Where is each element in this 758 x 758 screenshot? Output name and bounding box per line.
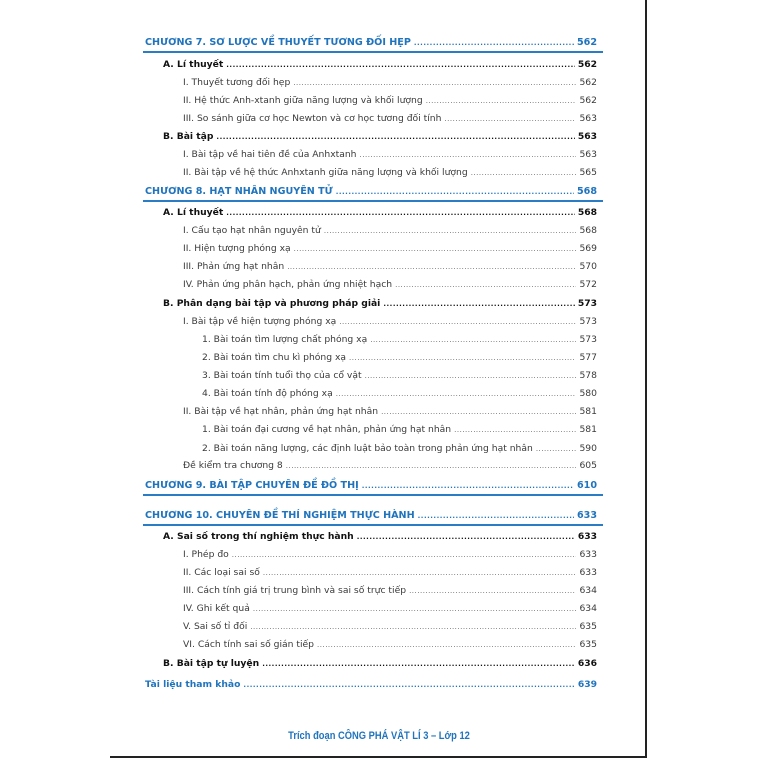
toc-entry-page: 633	[579, 549, 597, 560]
toc-leader-dots	[336, 390, 577, 398]
toc-leader-dots	[253, 605, 577, 613]
toc-entry-label: CHƯƠNG 9. BÀI TẬP CHUYÊN ĐỀ ĐỒ THỊ	[145, 480, 359, 491]
toc-entry-page: 573	[577, 298, 597, 309]
toc-leader-dots	[395, 281, 576, 289]
toc-leader-dots	[536, 445, 577, 453]
toc-entry[interactable]	[183, 77, 597, 91]
toc-leader-dots	[226, 209, 575, 217]
toc-leader-dots	[262, 660, 575, 668]
toc-leader-dots	[444, 115, 576, 123]
toc-entry[interactable]	[183, 406, 597, 420]
toc-entry-page: 633	[579, 567, 597, 578]
toc-entry-page: 577	[579, 352, 597, 363]
toc-entry-label: B. Phân dạng bài tập và phương pháp giải	[163, 298, 381, 309]
toc-entry-label: I. Bài tập về hiện tượng phóng xạ	[183, 316, 337, 327]
page-footer: Trích đoạn CÔNG PHÁ VẬT LÍ 3 – Lớp 12	[288, 730, 470, 742]
toc-leader-dots	[339, 318, 576, 326]
toc-entry-label: A. Lí thuyết	[163, 59, 224, 70]
toc-entry[interactable]	[202, 352, 597, 366]
toc-leader-dots	[286, 462, 577, 470]
toc-entry-label: III. Cách tính giá trị trung bình và sai số trực tiếp	[183, 585, 407, 596]
toc-entry-label: 2. Bài toán tìm chu kì phóng xạ	[202, 352, 347, 363]
toc-entry[interactable]	[202, 334, 597, 348]
toc-entry[interactable]	[163, 298, 597, 312]
toc-entry-page: 580	[579, 388, 597, 399]
toc-entry[interactable]	[183, 95, 597, 109]
toc-entry-page: 610	[576, 480, 597, 491]
toc-entry-label: A. Sai số trong thí nghiệm thực hành	[163, 531, 354, 542]
toc-entry-label: II. Hệ thức Anh-xtanh giữa năng lượng và khối lượng	[183, 95, 423, 106]
toc-entry-page: 562	[577, 59, 597, 70]
toc-chapter-entry[interactable]	[145, 480, 597, 494]
toc-leader-dots	[360, 151, 577, 159]
toc-leader-dots	[414, 39, 574, 47]
toc-entry-label: A. Lí thuyết	[163, 207, 224, 218]
toc-entry-page: 563	[579, 113, 597, 124]
toc-leader-dots	[317, 641, 576, 649]
toc-chapter-entry[interactable]	[145, 510, 597, 524]
toc-leader-dots	[263, 569, 577, 577]
toc-entry[interactable]	[183, 279, 597, 293]
toc-entry-page: 635	[579, 639, 597, 650]
toc-entry-label: I. Bài tập về hai tiên đề của Anhxtanh	[183, 149, 357, 160]
toc-leader-dots	[383, 300, 574, 308]
toc-entry-page: 605	[579, 460, 597, 471]
toc-entry-page: 563	[577, 131, 597, 142]
toc-entry-label: 2. Bài toán năng lượng, các định luật bảo toàn trong phản ứng hạt nhân	[202, 443, 533, 454]
toc-entry[interactable]	[183, 316, 597, 330]
toc-entry-page: 568	[576, 186, 597, 197]
toc-entry[interactable]	[183, 167, 597, 181]
toc-entry[interactable]	[183, 149, 597, 163]
toc-leader-dots	[336, 188, 574, 196]
toc-leader-dots	[409, 587, 576, 595]
toc-entry-page: 634	[579, 603, 597, 614]
toc-entry-label: 4. Bài toán tính độ phóng xạ	[202, 388, 333, 399]
toc-entry-label: CHƯƠNG 8. HẠT NHÂN NGUYÊN TỬ	[145, 186, 333, 197]
toc-entry[interactable]	[183, 113, 597, 127]
toc-leader-dots	[381, 408, 576, 416]
toc-entry-label: I. Phép đo	[183, 549, 229, 560]
toc-leader-dots	[243, 681, 574, 689]
toc-entry-page: 569	[579, 243, 597, 254]
toc-entry[interactable]	[183, 549, 597, 563]
toc-entry-label: III. So sánh giữa cơ học Newton và cơ học tương đối tính	[183, 113, 442, 124]
toc-leader-dots	[324, 227, 577, 235]
toc-entry[interactable]	[202, 424, 597, 438]
toc-entry[interactable]	[163, 207, 597, 221]
toc-entry-page: 578	[579, 370, 597, 381]
toc-entry[interactable]	[183, 585, 597, 599]
toc-entry[interactable]	[163, 59, 597, 73]
toc-entry[interactable]	[183, 567, 597, 581]
toc-entry-label: VI. Cách tính sai số gián tiếp	[183, 639, 315, 650]
toc-leader-dots	[370, 336, 576, 344]
toc-entry[interactable]	[202, 443, 597, 457]
toc-entry-label: II. Bài tập về hạt nhân, phản ứng hạt nhân	[183, 406, 379, 417]
toc-leader-dots	[357, 533, 575, 541]
toc-entry-page: 568	[577, 207, 597, 218]
toc-entry-label: CHƯƠNG 10. CHUYÊN ĐỀ THÍ NGHIỆM THỰC HÀNH	[145, 510, 415, 521]
toc-entry-page: 562	[576, 37, 597, 48]
toc-entry-page: 573	[579, 316, 597, 327]
toc-entry-label: II. Các loại sai số	[183, 567, 260, 578]
page-border-right	[645, 0, 647, 758]
toc-entry[interactable]	[183, 261, 597, 275]
toc-entry[interactable]	[183, 225, 597, 239]
toc-leader-dots	[471, 169, 577, 177]
chapter-underline	[143, 494, 603, 496]
toc-entry-label: II. Hiện tượng phóng xạ	[183, 243, 291, 254]
toc-entry-label: 1. Bài toán đại cương về hạt nhân, phản ứng hạt nhân	[202, 424, 452, 435]
toc-entry-page: 636	[577, 658, 597, 669]
toc-entry-page: 581	[579, 406, 597, 417]
toc-leader-dots	[362, 482, 574, 490]
toc-entry-label: B. Bài tập tự luyện	[163, 658, 260, 669]
toc-entry[interactable]	[163, 531, 597, 545]
toc-entry-page: 562	[579, 77, 597, 88]
toc-chapter-entry[interactable]	[145, 37, 597, 51]
toc-leader-dots	[418, 512, 574, 520]
toc-leader-dots	[293, 79, 576, 87]
toc-entry-page: 562	[579, 95, 597, 106]
toc-entry-page: 635	[579, 621, 597, 632]
toc-leader-dots	[226, 61, 575, 69]
toc-entry-page: 634	[579, 585, 597, 596]
toc-entry-page: 570	[579, 261, 597, 272]
toc-entry[interactable]	[183, 621, 597, 635]
toc-chapter-entry[interactable]	[145, 186, 597, 200]
toc-entry-page: 639	[577, 679, 597, 690]
toc-leader-dots	[294, 245, 577, 253]
chapter-underline	[143, 51, 603, 53]
toc-leader-dots	[216, 133, 574, 141]
toc-entry-label: 1. Bài toán tìm lượng chất phóng xạ	[202, 334, 368, 345]
toc-entry[interactable]	[163, 131, 597, 145]
chapter-underline	[143, 200, 603, 202]
toc-entry[interactable]	[183, 460, 597, 474]
toc-entry-label: CHƯƠNG 7. SƠ LƯỢC VỀ THUYẾT TƯƠNG ĐỐI HẸP	[145, 37, 411, 48]
toc-entry-page: 581	[579, 424, 597, 435]
toc-entry-page: 590	[579, 443, 597, 454]
toc-entry-label: V. Sai số tỉ đối	[183, 621, 248, 632]
toc-entry[interactable]	[183, 603, 597, 617]
toc-entry[interactable]	[202, 388, 597, 402]
toc-entry-label: I. Cấu tạo hạt nhân nguyên tử	[183, 225, 321, 236]
toc-leader-dots	[287, 263, 576, 271]
toc-leader-dots	[454, 426, 576, 434]
toc-entry-label: III. Phản ứng hạt nhân	[183, 261, 285, 272]
toc-leader-dots	[365, 372, 577, 380]
toc-entry-label: IV. Ghi kết quả	[183, 603, 250, 614]
toc-entry-page: 633	[576, 510, 597, 521]
toc-entry[interactable]	[163, 658, 597, 672]
toc-entry[interactable]	[183, 243, 597, 257]
toc-entry-page: 573	[579, 334, 597, 345]
toc-entry[interactable]	[183, 639, 597, 653]
toc-entry-label: 3. Bài toán tính tuổi thọ của cổ vật	[202, 370, 362, 381]
toc-entry[interactable]	[202, 370, 597, 384]
toc-leader-dots	[426, 97, 577, 105]
toc-entry-page: 565	[579, 167, 597, 178]
toc-entry-page: 568	[579, 225, 597, 236]
toc-entry-label: B. Bài tập	[163, 131, 214, 142]
toc-entry-label: Tài liệu tham khảo	[145, 679, 241, 690]
toc-entry-label: I. Thuyết tương đối hẹp	[183, 77, 291, 88]
toc-entry-page: 563	[579, 149, 597, 160]
chapter-underline	[143, 524, 603, 526]
toc-entry-page: 633	[577, 531, 597, 542]
toc-leader-dots	[232, 551, 577, 559]
toc-leader-dots	[349, 354, 576, 362]
toc-leader-dots	[250, 623, 576, 631]
toc-entry-label: Đề kiểm tra chương 8	[183, 460, 283, 471]
toc-entry-label: IV. Phản ứng phân hạch, phản ứng nhiệt hạch	[183, 279, 393, 290]
toc-entry-page: 572	[579, 279, 597, 290]
toc-entry[interactable]	[145, 679, 597, 693]
toc-entry-label: II. Bài tập về hệ thức Anhxtanh giữa năng lượng và khối lượng	[183, 167, 468, 178]
